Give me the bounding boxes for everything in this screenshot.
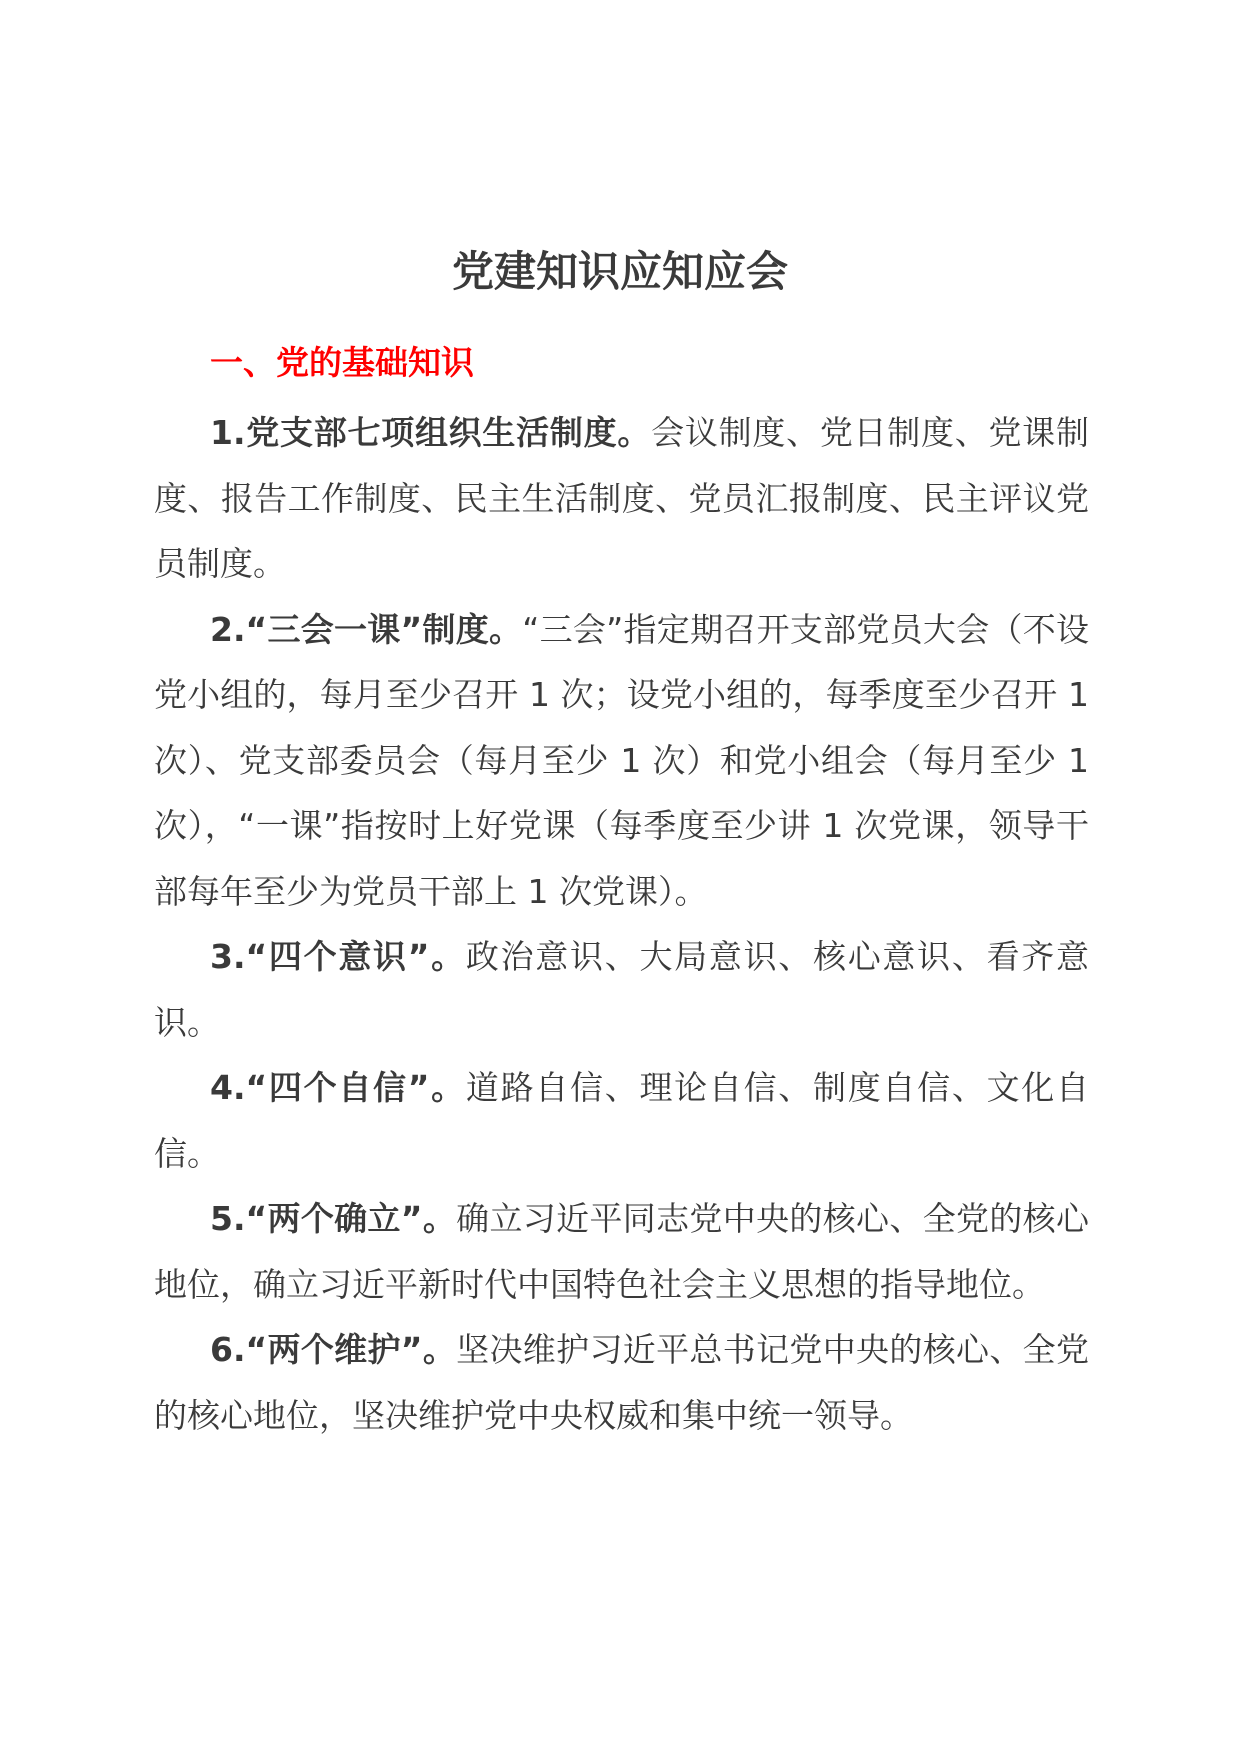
item-lead: 1.党支部七项组织生活制度。 xyxy=(210,413,652,452)
item-text: 坚决维护习近平总书记党中央的核心、全党的核心地位，坚决维护党中央权威和集中统一领导。 xyxy=(154,1330,1090,1435)
knowledge-item-2 xyxy=(154,597,1089,925)
document-title: 党建知识应知应会 xyxy=(451,247,788,296)
document-body xyxy=(154,400,1089,1448)
item-text: “三会”指定期召开支部党员大会（不设党小组的，每月至少召开 1 次；设党小组的，每季度至少召开 1 次）、党支部委员会（每月至少 1 次）和党小组会（每月至少 1 次），“一课”指按时上好党课（每季度至少讲 1 次党课，领导干部每年至少为党员干部上 1 次党课）。 xyxy=(154,609,1089,911)
item-lead: 2.“三会一课”制度。 xyxy=(210,609,523,649)
item-text: 道路自信、理论自信、制度自信、文化自信。 xyxy=(154,1068,1090,1173)
knowledge-item-1 xyxy=(154,400,1089,597)
item-text: 会议制度、党日制度、党课制度、报告工作制度、民主生活制度、党员汇报制度、民主评议党员制度。 xyxy=(154,413,1090,583)
knowledge-item-3 xyxy=(154,924,1089,1055)
item-text: 政治意识、大局意识、核心意识、看齐意识。 xyxy=(154,937,1090,1042)
item-text: 确立习近平同志党中央的核心、全党的核心地位，确立习近平新时代中国特色社会主义思想的指导地位。 xyxy=(154,1199,1090,1304)
knowledge-item-6 xyxy=(154,1317,1089,1448)
item-lead: 3.“四个意识”。 xyxy=(210,937,466,976)
knowledge-item-5 xyxy=(154,1186,1089,1317)
item-lead: 5.“两个确立”。 xyxy=(210,1199,457,1238)
section-heading: 一、党的基础知识 xyxy=(210,343,474,382)
knowledge-item-4 xyxy=(154,1055,1089,1186)
item-lead: 4.“四个自信”。 xyxy=(210,1068,466,1107)
item-lead: 6.“两个维护”。 xyxy=(210,1330,457,1369)
